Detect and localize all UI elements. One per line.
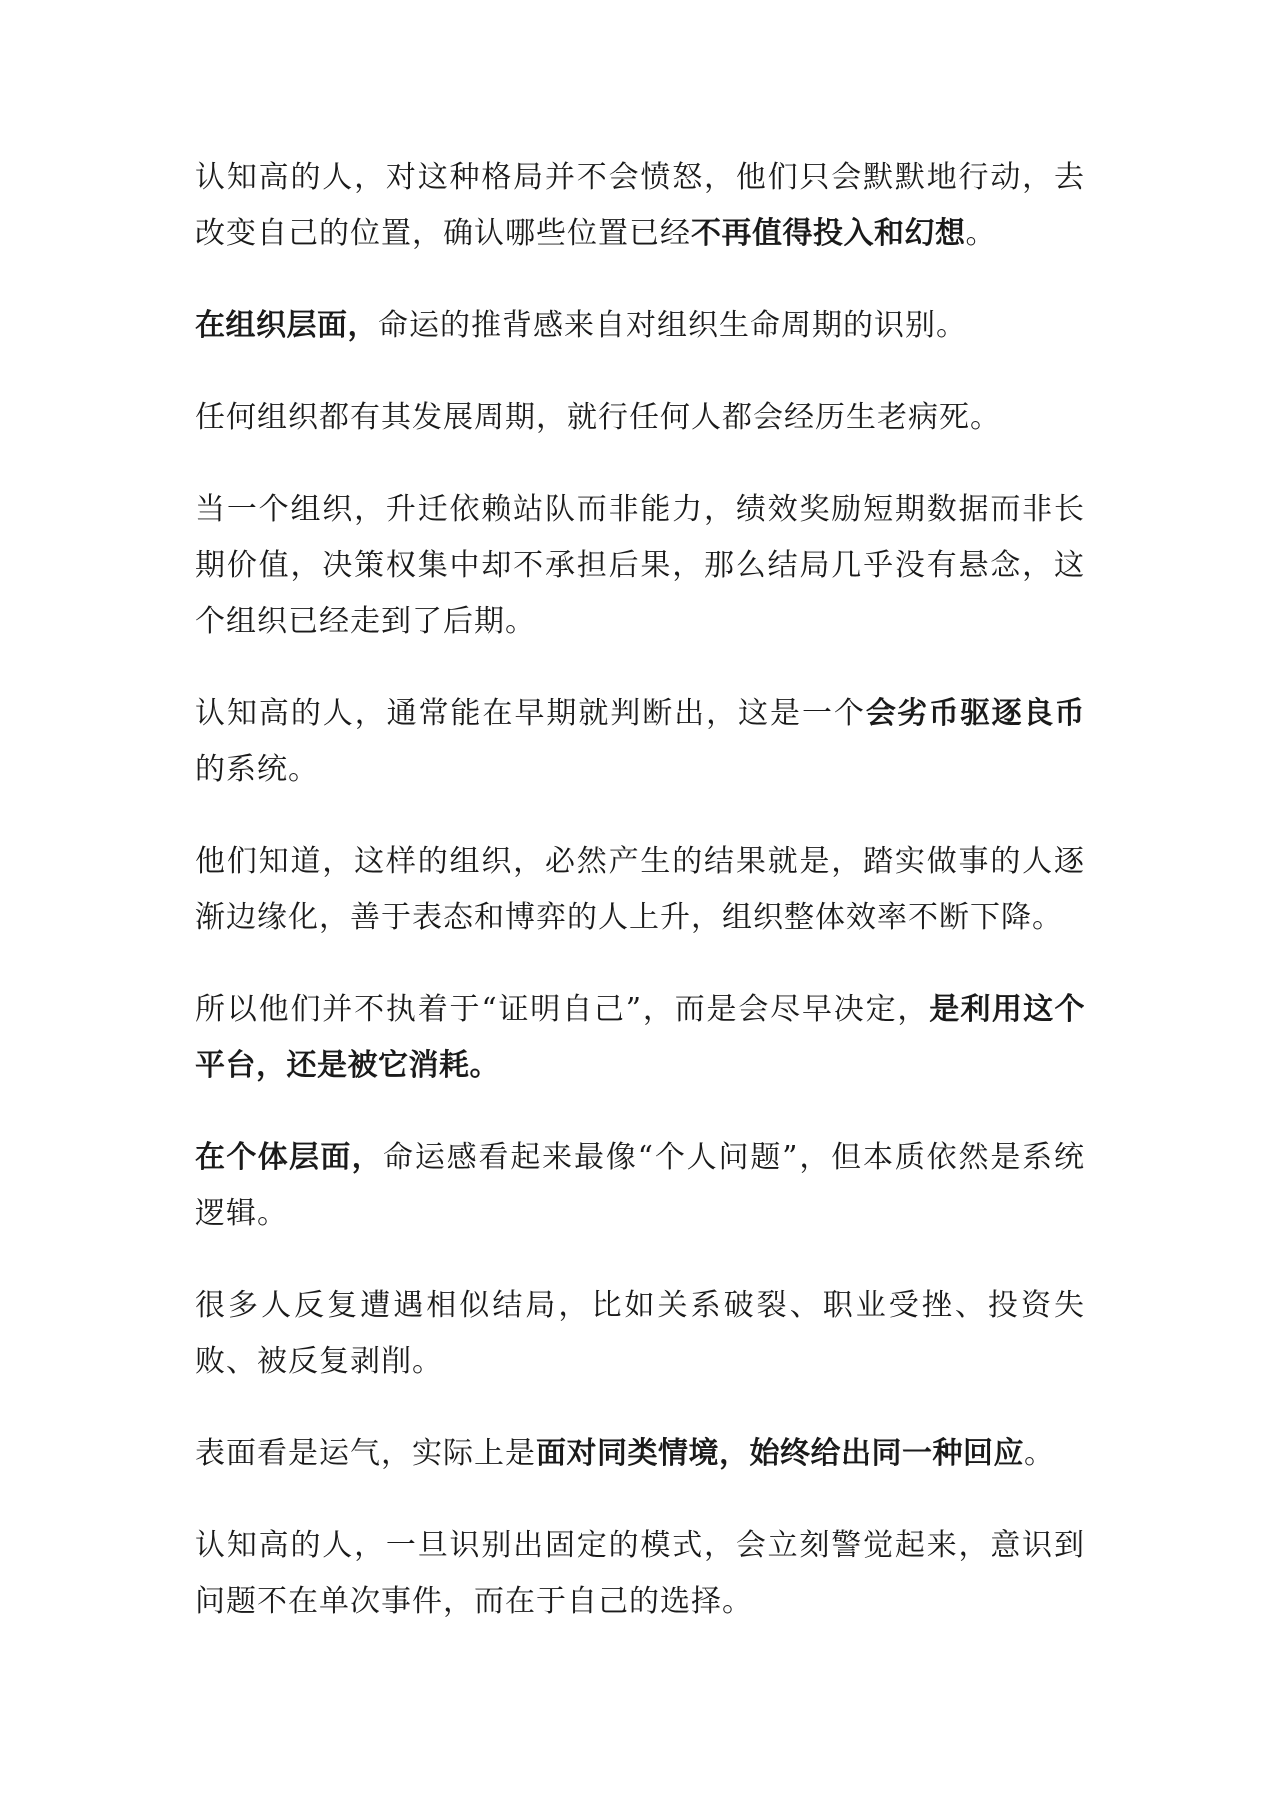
- paragraph-3: [195, 390, 1085, 446]
- text-run: 认知高的人，对这种格局并不会愤怒，他们只会默默地行动，去改变自己的位置，确认哪些位置已经: [195, 160, 1085, 251]
- text-run: 当一个组织，升迁依赖站队而非能力，绩效奖励短期数据而非长期价值，决策权集中却不承担后果，那么结局几乎没有悬念，这个组织已经走到了后期。: [195, 492, 1085, 639]
- paragraph-8: [195, 1130, 1085, 1242]
- paragraph-2: [195, 298, 1085, 354]
- paragraph-10: [195, 1426, 1085, 1482]
- paragraph-4: [195, 482, 1085, 650]
- paragraph-11: [195, 1518, 1085, 1630]
- paragraph-9: [195, 1278, 1085, 1390]
- bold-text-run: 在个体层面，: [195, 1140, 383, 1175]
- text-run: 任何组织都有其发展周期，就行任何人都会经历生老病死。: [195, 400, 1001, 435]
- document-body: [195, 150, 1085, 1666]
- text-run: 所以他们并不执着于“证明自己”，而是会尽早决定，: [195, 992, 930, 1027]
- bold-text-run: 面对同类情境，始终给出同一种回应: [536, 1436, 1024, 1471]
- bold-text-run: 会劣币驱逐良币: [865, 696, 1086, 731]
- text-run: 表面看是运气，实际上是: [195, 1436, 536, 1471]
- text-run: 。: [965, 216, 997, 251]
- paragraph-5: [195, 686, 1085, 798]
- text-run: 很多人反复遭遇相似结局，比如关系破裂、职业受挫、投资失败、被反复剥削。: [195, 1288, 1085, 1379]
- paragraph-6: [195, 834, 1085, 946]
- text-run: 认知高的人，一旦识别出固定的模式，会立刻警觉起来，意识到问题不在单次事件，而在于自己的选择。: [195, 1528, 1085, 1619]
- bold-text-run: 是利用这个平台，还是被它消耗。: [195, 992, 1085, 1083]
- paragraph-1: [195, 150, 1085, 262]
- text-run: 的系统。: [195, 752, 319, 787]
- bold-text-run: 不再值得投入和幻想: [691, 216, 966, 251]
- text-run: 。: [1024, 1436, 1055, 1471]
- bold-text-run: 在组织层面，: [195, 308, 378, 343]
- text-run: 命运的推背感来自对组织生命周期的识别。: [378, 308, 967, 343]
- paragraph-7: [195, 982, 1085, 1094]
- text-run: 他们知道，这样的组织，必然产生的结果就是，踏实做事的人逐渐边缘化，善于表态和博弈的人上升，组织整体效率不断下降。: [195, 844, 1085, 935]
- text-run: 认知高的人，通常能在早期就判断出，这是一个: [195, 696, 866, 731]
- text-run: 命运感看起来最像“个人问题”，但本质依然是系统逻辑。: [195, 1140, 1085, 1231]
